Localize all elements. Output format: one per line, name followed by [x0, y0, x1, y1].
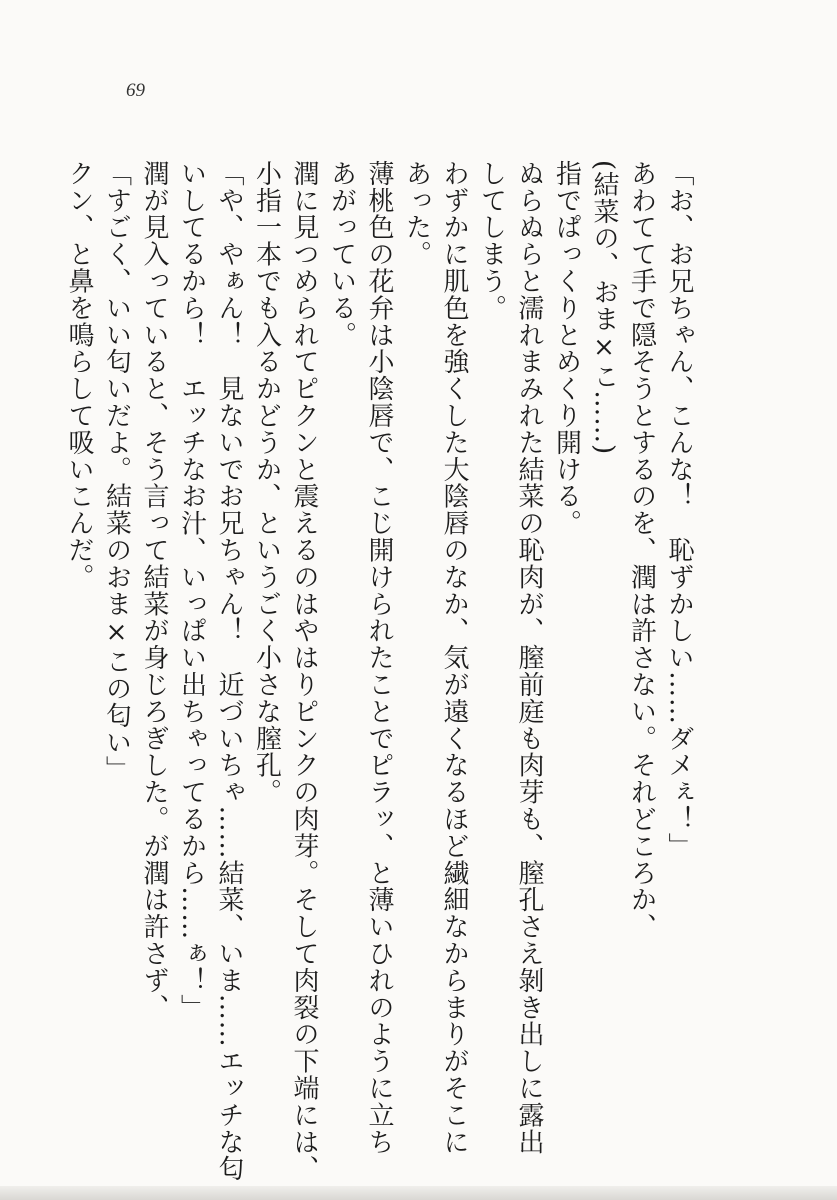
text-line: 「お、お兄ちゃん、こんな！ 恥ずかしい……ダメぇ！」 — [664, 160, 694, 860]
text-line: 薄桃色の花弁は小陰唇で、こじ開けられたことでピラッ、と薄いひれのように立ち — [364, 160, 394, 1156]
text-line: あった。 — [401, 160, 432, 268]
text-line: 潤が見入っていると、そう言って結菜が身じろぎした。が潤は許さず、 — [139, 160, 169, 1021]
page-bottom-edge — [0, 1186, 837, 1200]
text-line: 潤に見つめられてピクンと震えるのはやはりピンクの肉芽。そして肉裂の下端には、 — [289, 160, 319, 1183]
text-line: してしまう。 — [476, 160, 507, 322]
text-line: わずかに肌色を強くした大陰唇のなか、気が遠くなるほど繊細なからまりがそこに — [439, 160, 469, 1156]
text-line: あわてて手で隠そうとするのを、潤は許さない。それどころか、 — [626, 160, 657, 941]
text-line: ぬらぬらと濡れまみれた結菜の恥肉が、膣前庭も肉芽も、膣孔さえ剝き出しに露出 — [514, 160, 544, 1156]
text-line: (結菜の、おま×こ……) — [589, 160, 619, 456]
text-line: 小指一本でも入るかどうか、というごく小さな膣孔。 — [251, 160, 282, 806]
vertical-body-text — [60, 160, 698, 1183]
text-line: クン、と鼻を鳴らして吸いこんだ。 — [64, 160, 94, 591]
text-line: いしてるから！ エッチなお汁、いっぱい出ちゃってるから……ぁ！」 — [176, 160, 207, 1021]
page-number: 69 — [126, 80, 145, 101]
text-line: 「や、やぁん！ 見ないでお兄ちゃん！ 近づいちゃ……結菜、いま……エッチな匂 — [214, 160, 244, 1183]
text-line: 「すごく、いい匂いだよ。結菜のおま×この匂い」 — [101, 160, 132, 783]
text-line: あがっている。 — [326, 160, 357, 349]
text-line: 指でぱっくりとめくり開ける。 — [551, 160, 582, 537]
